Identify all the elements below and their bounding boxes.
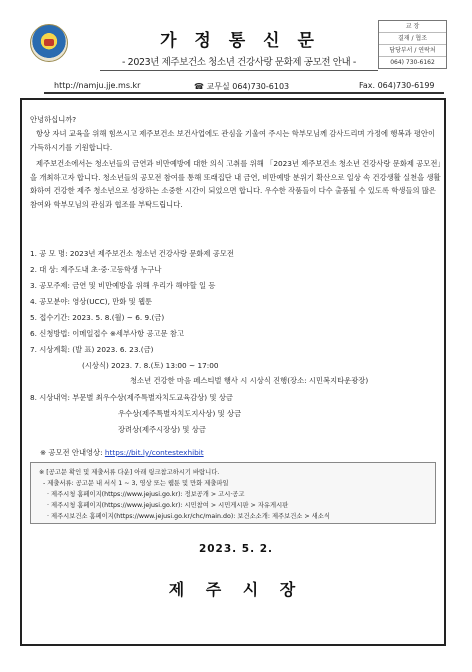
list-item: 7. 시상계획: (발 표) 2023. 6. 23.(금) xyxy=(30,345,154,354)
video-guide-label: ※ 공모전 안내영상: xyxy=(40,448,103,457)
list-item: 1. 공 모 명: 2023년 제주보건소 청소년 건강사랑 문화제 공모전 xyxy=(30,249,234,258)
notice-line: - 제출서류: 공고문 내 서식 1 ~ 3, 영상 또는 웹툰 및 만화 제출파일 xyxy=(43,480,229,487)
school-emblem-icon xyxy=(30,24,68,62)
issue-date: 2023. 5. 2. xyxy=(198,543,274,555)
contact-bar xyxy=(44,81,444,94)
intro-paragraph: 항상 자녀 교육을 위해 힘쓰시고 제주보건소 보건사업에도 관심을 기울여 주시는 학부모님께 감사드리며 가정에 행복과 평안이 가득하시기를 기원합니다. xyxy=(30,129,436,152)
contest-paragraph: 제주보건소에서는 청소년들의 금연과 비만예방에 대한 의식 고취를 위해 「2023년 제주보건소 청소년 건강사랑 문화제 공모전」을 개최하고자 합니다. 청소년들의 공모전 참여를 통해 또래집단 내 금연, 비만예방 분위기 확산으로 일상 속 건강생활 실천을 생활화하여 건강한 제주 청소년으로 성장하는 소중한 시간이 되었으면 합니다. 우수한 작품들이 다수 출품될 수 있도록 학생들의 많은 참여와 학부모님의 관심과 협조를 부탁드립니다. xyxy=(30,159,442,209)
approval-principal-label: 교 장 xyxy=(379,21,446,33)
list-item: 5. 접수기간: 2023. 5. 8.(월) ~ 6. 9.(금) xyxy=(30,313,165,322)
notice-line[interactable]: · 제주시청 홈페이지(https://www.jejusi.go.kr): 정보공개 > 고시·공고 xyxy=(47,491,245,498)
issuer-signature: 제 주 시 장 xyxy=(168,580,304,599)
award-ceremony-date: (시상식) 2023. 7. 8.(토) 13:00 ~ 17:00 xyxy=(82,361,219,370)
approval-box xyxy=(378,20,447,69)
approval-sign-label: 결재 / 협조 xyxy=(379,33,446,45)
notice-box xyxy=(30,462,436,524)
list-item: 2. 대 상: 제주도내 초·중·고등학생 누구나 xyxy=(30,265,162,274)
page-title: 가 정 통 신 문 xyxy=(160,31,320,51)
award-ceremony-venue: 청소년 건강한 마음 페스티벌 행사 시 시상식 진행(장소: 시민복지타운광장) xyxy=(130,376,369,385)
approval-contact: 064) 730-6162 xyxy=(390,59,435,66)
page-subtitle: - 2023년 제주보건소 청소년 건강사랑 문화제 공모전 안내 - xyxy=(100,54,378,71)
approval-dept-label: 담당부서 / 연락처 xyxy=(379,45,446,57)
fax-number: Fax. 064)730-6199 xyxy=(359,81,435,90)
list-item: 6. 신청방법: 이메일접수 ※세부사항 공고문 참고 xyxy=(30,329,185,338)
school-url-link[interactable]: http://namju.jje.ms.kr xyxy=(54,81,141,90)
award-detail: 장려상(제주시장상) 및 상금 xyxy=(118,425,206,434)
list-item: 4. 공모분야: 영상(UCC), 만화 및 웹툰 xyxy=(30,297,153,306)
notice-line[interactable]: · 제주시보건소 홈페이지(https://www.jejusi.go.kr/chc/main.do): 보건소소개: 제주보건소 > 새소식 xyxy=(47,513,330,520)
video-guide xyxy=(40,448,204,458)
video-guide-link[interactable]: https://bit.ly/contestexhibit xyxy=(104,448,204,457)
list-item: 3. 공모주제: 금연 및 비만예방을 위해 우리가 해야할 일 등 xyxy=(30,281,216,290)
notice-line: ※ [공고문 확인 및 제출서류 다운] 아래 링크참고하시기 바랍니다. xyxy=(39,469,220,476)
award-detail: 우수상(제주특별자치도지사상) 및 상금 xyxy=(118,409,242,418)
notice-line[interactable]: · 제주시청 홈페이지(https://www.jejusi.go.kr): 시민참여 > 시민게시판 > 자유게시판 xyxy=(47,502,289,509)
phone-number: ☎ 교무실 064)730-6103 xyxy=(194,82,290,91)
list-item: 8. 시상내역: 부문별 최우수상(제주특별자치도교육감상) 및 상금 xyxy=(30,393,233,402)
greeting: 안녕하십니까? xyxy=(30,115,77,124)
